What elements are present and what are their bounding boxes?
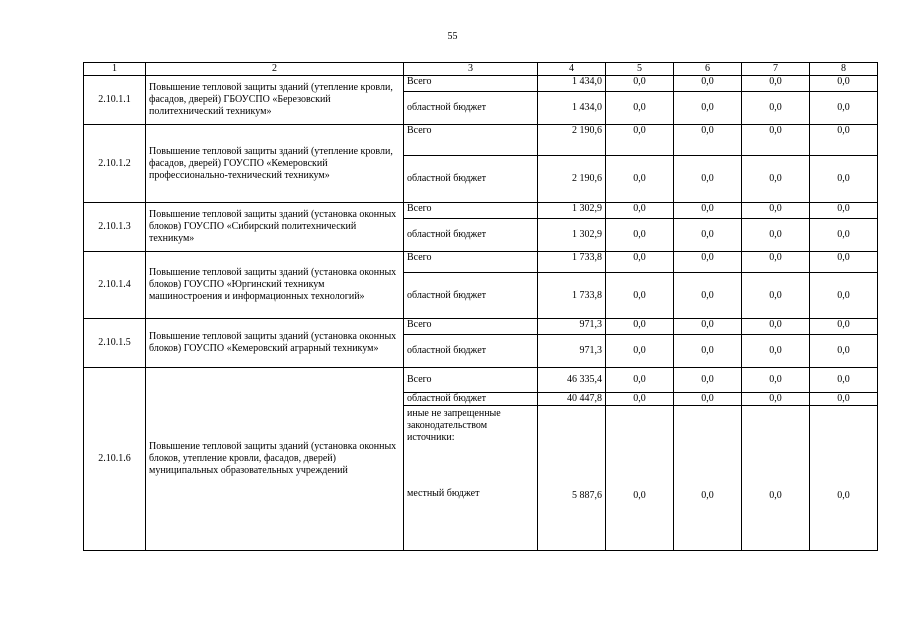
value-cell: 0,0 xyxy=(742,125,810,156)
table-row xyxy=(84,319,878,335)
value-cell: 0,0 xyxy=(810,76,878,92)
header-cell: 8 xyxy=(810,63,878,76)
value-cell: 0,0 xyxy=(674,219,742,252)
header-cell: 1 xyxy=(84,63,146,76)
amount-cell: 46 335,4 xyxy=(538,368,606,393)
value-cell: 0,0 xyxy=(606,393,674,406)
funding-source: областной бюджет xyxy=(404,92,538,125)
funding-source: Всего xyxy=(404,125,538,156)
value-cell: 0,0 xyxy=(742,273,810,319)
funding-source: областной бюджет xyxy=(404,335,538,368)
funding-source: Всего xyxy=(404,203,538,219)
value-cell: 0,0 xyxy=(606,319,674,335)
header-cell: 6 xyxy=(674,63,742,76)
funding-source: Всего xyxy=(404,368,538,393)
value-cell: 0,0 xyxy=(742,92,810,125)
row-name: Повышение тепловой защиты зданий (утепление кровли, фасадов, дверей) ГОУСПО «Кемеровский профессионально-технический техникум» xyxy=(146,125,404,203)
row-code: 2.10.1.5 xyxy=(84,319,146,368)
value-cell: 0,0 xyxy=(810,219,878,252)
header-cell: 3 xyxy=(404,63,538,76)
value-cell: 0,0 xyxy=(674,273,742,319)
amount-cell: 1 434,0 xyxy=(538,92,606,125)
value-cell: 0,0 xyxy=(742,393,810,406)
value-cell: 0,0 xyxy=(742,319,810,335)
value-cell: 0,0 xyxy=(606,76,674,92)
value-cell: 0,0 xyxy=(606,368,674,393)
value-cell: 0,0 xyxy=(606,273,674,319)
value-cell: 0,0 xyxy=(674,156,742,203)
funding-source: Всего xyxy=(404,76,538,92)
row-code: 2.10.1.4 xyxy=(84,252,146,319)
amount-cell: 1 434,0 xyxy=(538,76,606,92)
value-cell: 0,0 xyxy=(606,92,674,125)
value-cell: 0,0 xyxy=(674,203,742,219)
amount-cell: 1 302,9 xyxy=(538,219,606,252)
table-row xyxy=(84,368,878,393)
amount-cell: 971,3 xyxy=(538,319,606,335)
amount-cell: 2 190,6 xyxy=(538,156,606,203)
value-cell: 0,0 xyxy=(810,125,878,156)
funding-source: Всего xyxy=(404,252,538,273)
value-cell: 0,0 xyxy=(606,219,674,252)
value-cell: 0,0 xyxy=(606,156,674,203)
value-cell: 0,0 xyxy=(674,393,742,406)
value-cell: 0,0 xyxy=(810,273,878,319)
amount-cell: 1 733,8 xyxy=(538,273,606,319)
value-cell: 0,0 xyxy=(674,252,742,273)
value-cell: 0,0 xyxy=(742,368,810,393)
value-cell: 0,0 xyxy=(674,92,742,125)
row-code: 2.10.1.1 xyxy=(84,76,146,125)
row-name: Повышение тепловой защиты зданий (установка оконных блоков) ГОУСПО «Кемеровский аграрный техникум» xyxy=(146,319,404,368)
value-cell: 0,0 xyxy=(674,368,742,393)
amount-cell: 2 190,6 xyxy=(538,125,606,156)
funding-source: областной бюджет xyxy=(404,156,538,203)
page-number: 55 xyxy=(447,31,458,42)
value-cell: 0,0 xyxy=(810,92,878,125)
value-cell: 0,0 xyxy=(810,368,878,393)
row-code: 2.10.1.6 xyxy=(84,368,146,551)
value-cell: 0,0 xyxy=(742,76,810,92)
row-name: Повышение тепловой защиты зданий (установка оконных блоков, утепление кровли, фасадов, дверей) муниципальных образовательных учреждений xyxy=(146,368,404,551)
amount-cell: 5 887,6 xyxy=(538,406,606,551)
amount-cell: 971,3 xyxy=(538,335,606,368)
value-cell: 0,0 xyxy=(810,393,878,406)
row-code: 2.10.1.3 xyxy=(84,203,146,252)
header-cell: 7 xyxy=(742,63,810,76)
table-row xyxy=(84,252,878,273)
row-code: 2.10.1.2 xyxy=(84,125,146,203)
value-cell: 0,0 xyxy=(742,219,810,252)
value-cell: 0,0 xyxy=(810,406,878,551)
value-cell: 0,0 xyxy=(810,203,878,219)
amount-cell: 1 302,9 xyxy=(538,203,606,219)
header-cell: 5 xyxy=(606,63,674,76)
amount-cell: 40 447,8 xyxy=(538,393,606,406)
value-cell: 0,0 xyxy=(606,406,674,551)
header-cell: 4 xyxy=(538,63,606,76)
value-cell: 0,0 xyxy=(742,406,810,551)
funding-source: областной бюджет xyxy=(404,219,538,252)
value-cell: 0,0 xyxy=(674,335,742,368)
value-cell: 0,0 xyxy=(742,252,810,273)
value-cell: 0,0 xyxy=(674,125,742,156)
row-name: Повышение тепловой защиты зданий (установка оконных блоков) ГОУСПО «Юргинский техникум машиностроения и информационных технологий» xyxy=(146,252,404,319)
funding-source: областной бюджет xyxy=(404,273,538,319)
value-cell: 0,0 xyxy=(674,406,742,551)
value-cell: 0,0 xyxy=(606,203,674,219)
amount-cell: 1 733,8 xyxy=(538,252,606,273)
budget-table xyxy=(83,62,878,551)
value-cell: 0,0 xyxy=(606,252,674,273)
table-row xyxy=(84,203,878,219)
funding-source: Всего xyxy=(404,319,538,335)
header-cell: 2 xyxy=(146,63,404,76)
table-row xyxy=(84,125,878,156)
value-cell: 0,0 xyxy=(810,156,878,203)
row-name: Повышение тепловой защиты зданий (установка оконных блоков) ГОУСПО «Сибирский политехнический техникум» xyxy=(146,203,404,252)
table-row xyxy=(84,76,878,92)
value-cell: 0,0 xyxy=(674,76,742,92)
funding-source: областной бюджет xyxy=(404,393,538,406)
value-cell: 0,0 xyxy=(742,203,810,219)
value-cell: 0,0 xyxy=(810,335,878,368)
funding-source xyxy=(404,406,538,551)
value-cell: 0,0 xyxy=(742,335,810,368)
row-name: Повышение тепловой защиты зданий (утепление кровли, фасадов, дверей) ГБОУСПО «Березовский политехнический техникум» xyxy=(146,76,404,125)
header-row xyxy=(84,63,878,76)
funding-source-label: местный бюджет xyxy=(407,488,480,499)
value-cell: 0,0 xyxy=(606,125,674,156)
value-cell: 0,0 xyxy=(810,252,878,273)
funding-source-note: иные не запрещенные законодательством источники: xyxy=(407,408,501,443)
value-cell: 0,0 xyxy=(810,319,878,335)
value-cell: 0,0 xyxy=(674,319,742,335)
value-cell: 0,0 xyxy=(742,156,810,203)
value-cell: 0,0 xyxy=(606,335,674,368)
